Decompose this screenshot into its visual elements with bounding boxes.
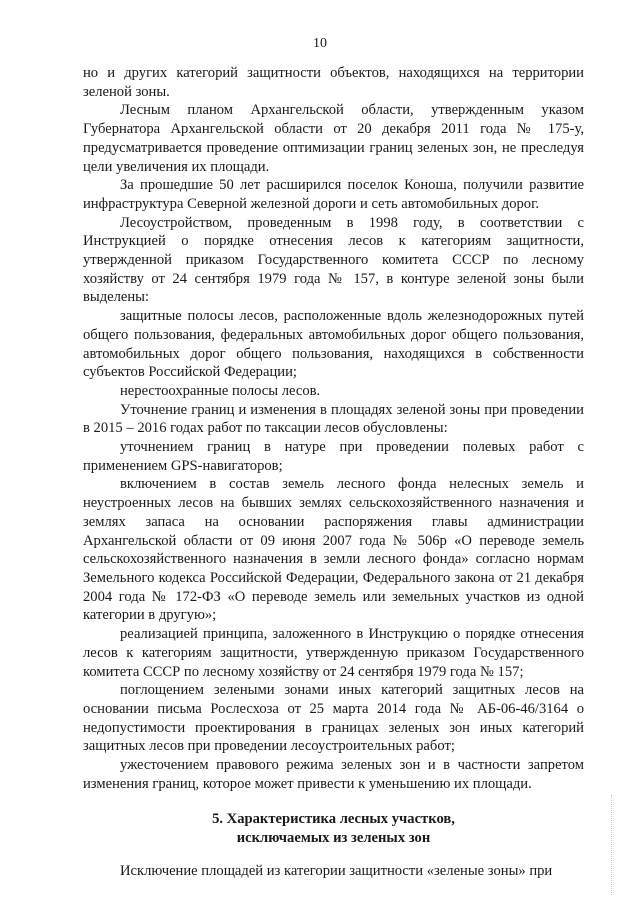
section-heading — [83, 810, 584, 847]
paragraph-continuation: но и других категорий защитности объектов, находящихся на территории зеленой зоны. — [83, 65, 584, 100]
paragraph-land-inclusion: включением в состав земель лесного фонда нелесных земель и неустроенных лесов на бывших землях сельскохозяйственного назначения и землях запаса на основании распоряжения главы администрации Архангельской области от 09 июня 2007 года № 506р «О переводе земель сельскохозяйственного назначения в земли лесного фонда» согласно нормам Земельного кодекса Российской Федерации, Федерального закона от 21 декабря 2004 года № 172-ФЗ «О переводе земель или земельных участков из одной категории в другую»; — [83, 476, 584, 624]
document-body — [83, 64, 584, 881]
paragraph-forest-plan: Лесным планом Архангельской области, утвержденным указом Губернатора Архангельской области от 20 декабря 2011 года № 175-у, предусматривается проведение оптимизации границ зеленых зон, не преследуя цели увеличения их площади. — [83, 102, 584, 175]
paragraph-gps-clarification: уточнением границ в натуре при проведении полевых работ с применением GPS-навигаторов; — [83, 439, 584, 474]
paragraph-konosha-expansion: За прошедшие 50 лет расширился поселок Коноша, получили развитие инфраструктура Северной железной дороги и сеть автомобильных дорог. — [83, 177, 584, 212]
paragraph-instruction-principle: реализацией принципа, заложенного в Инструкцию о порядке отнесения лесов к категориям защитности, утвержденную приказом Государственного комитета СССР по лесному хозяйству от 24 сентября 1979 года № 157; — [83, 626, 584, 680]
section-heading-line-1: 5. Характеристика лесных участков, — [212, 811, 455, 828]
page-number: 10 — [313, 36, 327, 51]
scan-margin-artifact — [611, 795, 615, 895]
paragraph-exclusion: Исключение площадей из категории защитности «зеленые зоны» при — [120, 862, 553, 879]
section-heading-line-2: исключаемых из зеленых зон — [236, 830, 431, 847]
paragraph-protective-strips: защитные полосы лесов, расположенные вдоль железнодорожных путей общего пользования, федеральных автомобильных дорог общего пользования, автомобильных дорог общего пользования, находящихся в собственности субъектов Российской Федерации; — [83, 308, 584, 381]
paragraph-forest-management-1998: Лесоустройством, проведенным в 1998 году, в соответствии с Инструкцией о порядке отнесения лесов к категориям защитности, утвержденной приказом Государственного комитета СССР по лесному хозяйству от 24 сентября 1979 года № 157, в контуре зеленой зоны были выделены: — [83, 214, 584, 306]
paragraph-legal-regime: ужесточением правового режима зеленых зон и в частности запретом изменения границ, которое может привести к уменьшению их площади. — [83, 757, 584, 792]
paragraph-spawning-strips: нерестоохранные полосы лесов. — [120, 382, 321, 399]
paragraph-absorption: поглощением зелеными зонами иных категорий защитных лесов на основании письма Рослесхоза от 25 марта 2014 года № АБ-06-46/3164 о недопустимости проектирования в границах зеленых зон иных категорий защитных лесов при проведении лесоустроительных работ; — [83, 682, 584, 755]
paragraph-boundary-changes: Уточнение границ и изменения в площадях зеленой зоны при проведении в 2015 – 2016 годах работ по таксации лесов обусловлены: — [83, 401, 584, 437]
